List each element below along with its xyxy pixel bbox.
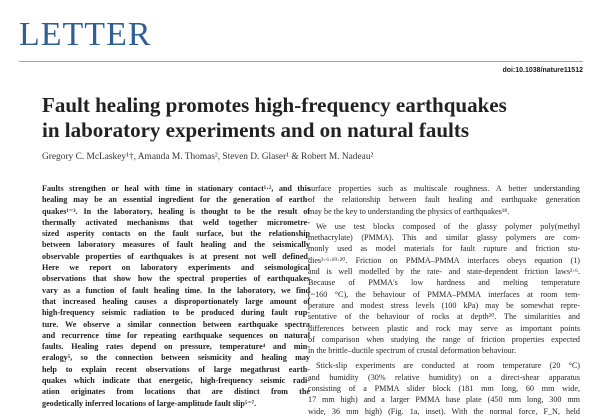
- author-list: Gregory C. McLaskey¹†, Amanda M. Thomas², Steven D. Glaser¹ & Robert M. Nadeau²: [42, 152, 374, 162]
- body-line: consisting of a PMMA slider block (181 mm long, 60 mm wide,: [308, 384, 580, 394]
- abstract-line: Faults strengthen or heal with time in stationary contact¹·², and this: [42, 184, 310, 193]
- title-line-2: in laboratory experiments and on natural faults: [42, 118, 470, 142]
- body-line: in the brittle–ductile spectrum of crustal deformation behaviour.: [308, 346, 517, 356]
- abstract-line: quakes¹⁻³. In the laboratory, healing is thought to be the result of: [42, 206, 310, 216]
- body-line: surface properties such as multiscale roughness. A better understanding: [308, 184, 580, 193]
- body-line: We use test blocks composed of the glassy polymer poly(methyl: [316, 221, 580, 231]
- abstract-line: Here we report on laboratory experiments and seismological: [42, 263, 310, 273]
- abstract-column: [42, 183, 310, 409]
- abstract-line: healing may be an essential ingredient for the generation of earth-: [42, 195, 310, 205]
- abstract-line: ation originates from locations that are distinct from the: [42, 387, 310, 397]
- abstract-line: observations that show how the spectral properties of earthquakes: [42, 274, 310, 284]
- abstract-line: quakes which indicate that energetic, high-frequency seismic radi-: [42, 376, 310, 386]
- abstract-line: help to explain recent observations of large megathrust earth-: [42, 364, 310, 374]
- abstract-line: between laboratory measures of fault healing and the seismically: [42, 240, 310, 250]
- abstract-line: thermally activated mechanisms that weld together micrometre-: [42, 217, 310, 227]
- body-line: of the relationship between fault healing and earthquake generation: [308, 195, 580, 205]
- abstract-line: ture. We observe a similar connection between earthquake spectra: [42, 319, 310, 329]
- abstract-line: and recurrence time for repeating earthquake sequences on natural: [42, 330, 310, 340]
- body-line: of comparison when studying the range of friction properties expected: [308, 334, 580, 344]
- body-line: and is well modelled by the rate- and state-dependent friction laws²·⁶.: [308, 267, 580, 277]
- body-column: [308, 183, 580, 417]
- abstract-line: vary as a function of fault healing time. In the laboratory, we find: [42, 285, 310, 295]
- body-line: dies²·⁶·¹⁹·²⁰. Friction on PMMA–PMMA interfaces obeys equation (1): [308, 255, 580, 265]
- abstract-line: faults. Healing rates depend on pressure, temperature⁴ and min-: [42, 342, 310, 352]
- body-line: and humidity (30% relative humidity) on a direct-shear apparatus: [308, 372, 580, 382]
- body-line: differences between plastic and rock may serve as important points: [308, 323, 580, 333]
- body-line: Because of PMMA's low hardness and melting temperature: [308, 278, 580, 288]
- body-line: may be the key to understanding the physics of earthquakes¹⁸.: [308, 206, 510, 216]
- body-line: (~160 °C), the behaviour of PMMA–PMMA interfaces at room tem-: [308, 289, 580, 299]
- abstract-line: high-frequency seismic radiation to be produced during fault rup-: [42, 308, 310, 318]
- abstract-line: sized asperity contacts on the fault surface, but the relationship: [42, 229, 310, 239]
- body-line: monly used as model materials for fault rupture and friction stu-: [308, 244, 580, 254]
- abstract-line: geodetically inferred locations of large-amplitude fault slip⁵⁻⁷.: [42, 398, 257, 408]
- body-line: Stick-slip experiments are conducted at room temperature (20 °C): [316, 361, 580, 371]
- abstract-line: observable properties of earthquakes is at present not well defined.: [42, 251, 310, 261]
- article-title: [42, 93, 582, 143]
- abstract-line: eralogy⁵, so the connection between seismicity and healing may: [42, 353, 310, 363]
- body-line: methacrylate) (PMMA). This and similar glassy polymers are com-: [308, 233, 580, 243]
- body-line: perature and modest stress levels (100 kPa) may be somewhat repre-: [308, 300, 580, 310]
- body-line: wide, 36 mm high) (Fig. 1a, inset). With the normal force, F_N, held: [308, 406, 580, 416]
- abstract-line: that increased healing causes a disproportionately large amount of: [42, 296, 310, 306]
- title-line-1: Fault healing promotes high-frequency earthquakes: [42, 93, 507, 117]
- header-rule: [19, 61, 583, 62]
- section-label: LETTER: [19, 16, 152, 53]
- body-line: sentative of the behaviour of rocks at depth²⁰. The similarities and: [308, 312, 580, 322]
- doi[interactable]: doi:10.1038/nature11512: [502, 67, 583, 74]
- body-line: 17 mm high) and a larger PMMA base plate (450 mm long, 300 mm: [308, 395, 580, 405]
